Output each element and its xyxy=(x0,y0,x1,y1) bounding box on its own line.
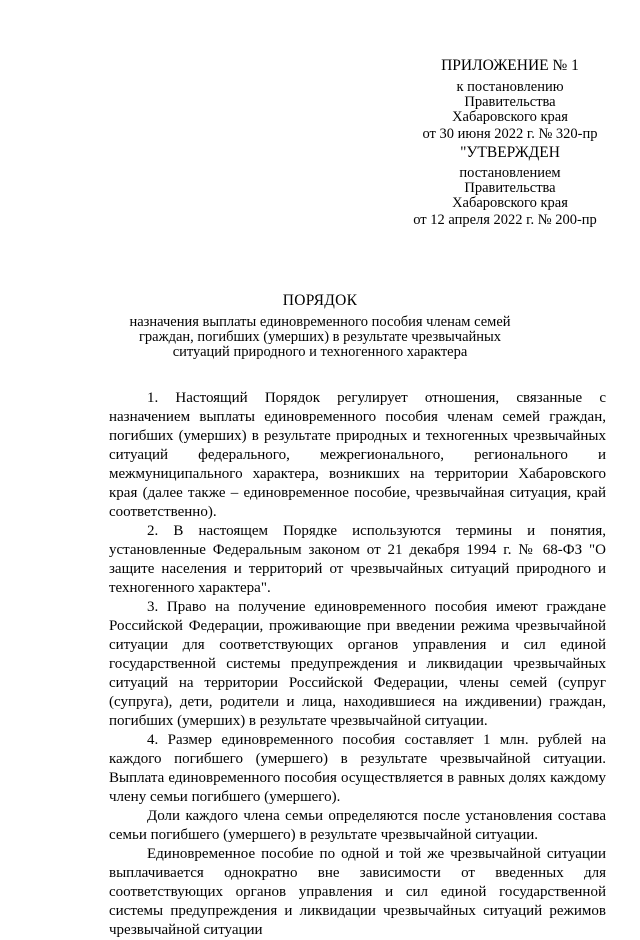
paragraph-3: 3. Право на получение единовременного пособия имеют граждане Российской Федерации, проживающие при введении режима чрезвычайной ситуации для соответствующих органов управления и сил единой государственной системы предупреждения и ликвидации чрезвычайных ситуаций на территории Российской Федерации, члены семей (супруг (супруга), дети, родители и лица, находившиеся на иждивении) граждан, погибших (умерших) в результате чрезвычайной ситуации. xyxy=(109,599,606,729)
amendment-date-line: от 30 июня 2022 г. № 320-пр xyxy=(422,126,598,142)
paragraph-5: Доли каждого члена семьи определяются после установления состава семьи погибшего (умершего) в результате чрезвычайной ситуации. xyxy=(109,808,606,843)
document-subtitle: назначения выплаты единовременного пособия членам семей граждан, погибших (умерших) в результате чрезвычайных ситуаций природного и техногенного характера xyxy=(129,314,511,360)
document-body xyxy=(109,389,606,940)
paragraph-1: 1. Настоящий Порядок регулирует отношения, связанные с назначением выплаты единовременного пособия членам семей граждан, погибших (умерших) в результате природных и техногенных чрезвычайных ситуаций федерального, межрегионального, регионального и межмуниципального характера, возникших на территории Хабаровского края (далее также – единовременное пособие, чрезвычайная ситуация, край соответственно). xyxy=(109,390,606,520)
region-line-2: Хабаровского края xyxy=(452,195,568,211)
appendix-heading: ПРИЛОЖЕНИЕ № 1 xyxy=(441,57,579,74)
document-title: ПОРЯДОК xyxy=(282,292,358,309)
to-resolution-line: к постановлению xyxy=(456,79,564,95)
approved-heading: "УТВЕРЖДЕН xyxy=(460,144,560,161)
government-line: Правительства xyxy=(464,94,556,110)
paragraph-4: 4. Размер единовременного пособия составляет 1 млн. рублей на каждого погибшего (умершего) в результате чрезвычайной ситуации. Выплата единовременного пособия осуществляется в равных долях каждому члену семьи погибшего (умершего). xyxy=(109,732,606,805)
region-line: Хабаровского края xyxy=(452,109,568,125)
paragraph-2: 2. В настоящем Порядке используются термины и понятия, установленные Федеральным законом от 21 декабря 1994 г. № 68-ФЗ "О защите населения и территорий от чрезвычайных ситуаций природного и техногенного характера". xyxy=(109,523,606,596)
government-line-2: Правительства xyxy=(464,180,556,196)
resolution-line: постановлением xyxy=(459,165,561,181)
original-date-line: от 12 апреля 2022 г. № 200-пр xyxy=(413,212,597,228)
paragraph-6: Единовременное пособие по одной и той же чрезвычайной ситуации выплачивается однократно вне зависимости от введенных для соответствующих органов управления и сил единой государственной системы предупреждения и ликвидации чрезвычайных ситуаций режимов чрезвычайной ситуации xyxy=(109,846,606,938)
